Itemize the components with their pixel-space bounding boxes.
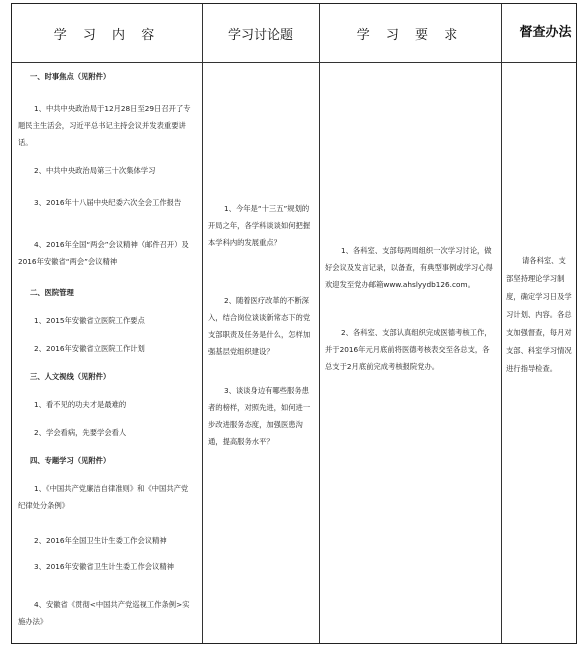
- list-item: 3、2016年十八届中央纪委六次全会工作报告: [34, 198, 182, 207]
- column-divider: [202, 4, 203, 643]
- list-item: 3、2016年安徽省卫生计生委工作会议精神: [34, 562, 174, 571]
- section-title: 一、时事焦点（见附件）: [30, 72, 111, 81]
- content-cell: [18, 62, 194, 642]
- header-content: 学 习 内 容: [53, 27, 161, 43]
- list-item: 1、看不见的功夫才是最难的: [34, 400, 127, 409]
- list-item: 2、中共中央政治局第三十次集体学习: [34, 166, 156, 175]
- discussion-question: 3、谈谈身边有哪些服务患者的榜样，对照先进，如何进一步改进服务态度，加强医患沟通，提高服务水平？: [208, 386, 311, 446]
- requirement-item: 2、各科室、支部认真组织完成医德考核工作，并于2016年元月底前将医德考核表交至各总支，各总支于2月底前完成考核报院党办。: [325, 328, 492, 371]
- list-item: 1、中共中央政治局于12月28日至29日召开了专题民主生活会，习近平总书记主持会议并发表重要讲话。: [18, 104, 191, 147]
- list-item: 2、2016年安徽省立医院工作计划: [34, 344, 145, 353]
- discussion-question: 2、随着医疗改革的不断深入，结合岗位谈谈新常态下的党支部职责及任务是什么，怎样加强基层党组织建设？: [208, 296, 311, 356]
- section-title: 四、专题学习（见附件）: [30, 456, 111, 465]
- list-item: 2、2016年全国卫生计生委工作会议精神: [34, 536, 167, 545]
- section-title: 三、人文视线（见附件）: [30, 372, 111, 381]
- list-item: 2、学会看病，先要学会看人: [34, 428, 127, 437]
- header-supervision: 督查办法: [519, 25, 572, 40]
- header-requirements: 学 习 要 求: [356, 27, 464, 43]
- list-item: 1、《中国共产党廉洁自律准则》和《中国共产党纪律处分条例》: [18, 484, 189, 510]
- list-item: 4、安徽省《贯彻<中国共产党巡视工作条例>实施办法》: [18, 600, 190, 626]
- column-divider: [319, 4, 320, 643]
- header-discussion: 学习讨论题: [227, 27, 293, 43]
- column-divider: [501, 4, 502, 643]
- requirement-item: 1、各科室、支部每两周组织一次学习讨论，做好会议及发言记录，以备查，有典型事例或学习心得欢迎发至党办邮箱www.ahslyydb126.com。: [325, 246, 493, 289]
- study-plan-table: [11, 3, 577, 644]
- supervision-text: 请各科室、支部坚持理论学习制度，确定学习日及学习计划、内容。各总支加强督查，每月对支部、科室学习情况进行指导检查。: [506, 256, 572, 373]
- list-item: 1、2015年安徽省立医院工作要点: [34, 316, 145, 325]
- list-item: 4、2016年全国“两会”会议精神（邮件召开）及2016年安徽省“两会”会议精神: [18, 240, 189, 266]
- section-title: 二、医院管理: [30, 288, 74, 297]
- discussion-question: 1、今年是“十三五”规划的开局之年，各学科谈谈如何把握本学科内的发展重点？: [208, 204, 311, 247]
